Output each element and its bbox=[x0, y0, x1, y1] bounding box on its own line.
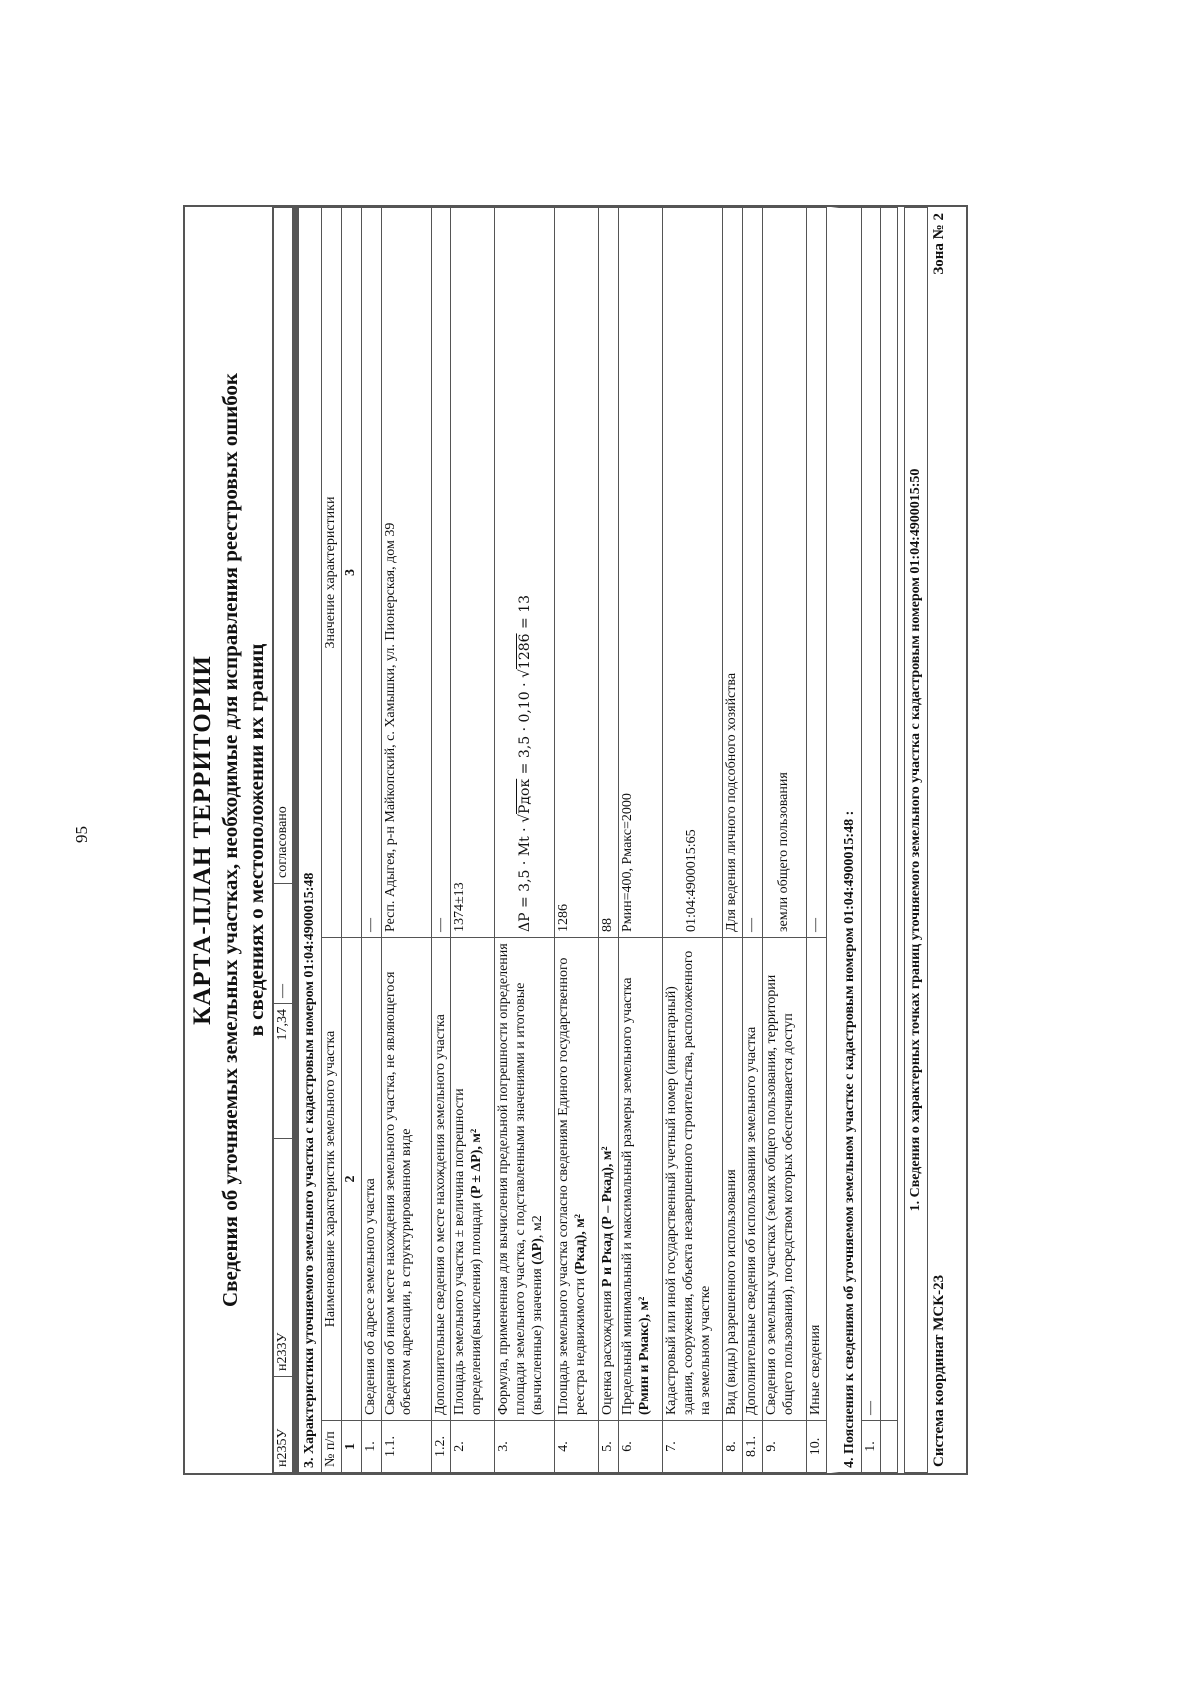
row-num: 1. bbox=[361, 1421, 381, 1473]
row-name-bold: (Рмин и Рмакс), м² bbox=[637, 1296, 653, 1415]
row-value: — bbox=[361, 208, 381, 938]
row-name-bold: Р и Ркад (Р – Ркад), м² bbox=[600, 1146, 616, 1288]
row-name-text: Площадь земельного участка ± величина погрешности определения(вычисления) площади bbox=[452, 1088, 485, 1415]
row-value: — bbox=[806, 208, 826, 938]
row-num: 9. bbox=[762, 1421, 806, 1473]
col-num: 1 bbox=[342, 1421, 362, 1473]
table-row bbox=[451, 208, 495, 1473]
table-row bbox=[361, 208, 381, 1473]
header-name: Наименование характеристик земельного участка bbox=[322, 938, 342, 1421]
row-name: Сведения об ином месте нахождения земельного участка, не являющегося объектом адресации, в структурированном виде bbox=[381, 938, 431, 1421]
row-num: 7. bbox=[663, 1421, 723, 1473]
table-row bbox=[806, 208, 826, 1473]
row-name bbox=[619, 938, 663, 1421]
header-num: № п/п bbox=[322, 1421, 342, 1473]
row-num: 4. bbox=[555, 1421, 599, 1473]
formula-part: = 3,5 · 0,10 · √ bbox=[516, 669, 533, 779]
table-row bbox=[619, 208, 663, 1473]
section1-title: 1. Сведения о характерных точках границ уточняемого земельного участка с кадастровым номером 01:04:4900015:50 bbox=[904, 207, 927, 1473]
row-name: Дополнительные сведения о месте нахождения земельного участка bbox=[431, 938, 451, 1421]
document-title: КАРТА-ПЛАН ТЕРРИТОРИИ bbox=[189, 655, 216, 1025]
row-name-bold: (Ркад), м² bbox=[573, 1214, 589, 1275]
row-num: 6. bbox=[619, 1421, 663, 1473]
row-name: Сведения о земельных участках (землях общего пользования, территории общего пользования), посредством которых обеспечивается доступ bbox=[762, 938, 806, 1421]
row-name: Иные сведения bbox=[806, 938, 826, 1421]
row-name-text: Предельный минимальный и максимальный размеры земельного участка bbox=[620, 977, 636, 1415]
row-value: Рмин=400, Рмакс=2000 bbox=[619, 208, 663, 938]
ref-cell: н233У bbox=[273, 1139, 293, 1377]
row-value: 1286 bbox=[555, 208, 599, 938]
subtitle-line2: в сведениях о местоположении их границ bbox=[244, 643, 269, 1037]
row-num: 8. bbox=[723, 1421, 743, 1473]
formula-cell bbox=[495, 208, 555, 938]
row-num: 5. bbox=[599, 1421, 619, 1473]
zone-label: Зона № 2 bbox=[931, 213, 948, 275]
row-name-text: Формула, примененная для вычисления предельной погрешности определения площади земельного участка, с подставленными значениями и итоговые (вычисленные) значения bbox=[496, 943, 546, 1415]
row-name: Сведения об адресе земельного участка bbox=[361, 938, 381, 1421]
page-number: 95 bbox=[72, 826, 91, 843]
table-row bbox=[861, 208, 881, 1473]
row-value: 1374±13 bbox=[451, 208, 495, 938]
row-name bbox=[555, 938, 599, 1421]
table-row bbox=[663, 208, 723, 1473]
row-name-text: , м2 bbox=[530, 1215, 546, 1239]
subtitle-line1: Сведения об уточняемых земельных участках, необходимые для исправления реестровых ошибок bbox=[218, 372, 242, 1308]
row-name-bold: (P ± ΔP), м² bbox=[469, 1128, 485, 1199]
formula-radicand: Pдок bbox=[516, 778, 533, 814]
section3-title: 3. Характеристики уточняемого земельного участка с кадастровым номером 01:04:4900015:48 bbox=[293, 207, 321, 1473]
row-num: 8.1. bbox=[743, 1421, 763, 1473]
coord-system: Система координат МСК-23 bbox=[931, 1274, 948, 1467]
row-value: 88 bbox=[599, 208, 619, 938]
row-value: — bbox=[861, 208, 881, 1421]
table-row bbox=[762, 208, 806, 1473]
cadastral-sheet bbox=[183, 205, 968, 1475]
col-num: 2 bbox=[342, 938, 362, 1421]
row-value: — bbox=[431, 208, 451, 938]
row-name: Дополнительные сведения об использовании земельного участка bbox=[743, 938, 763, 1421]
table-row bbox=[743, 208, 763, 1473]
row-value: Респ. Адыгея, р-н Майкопский, с. Хамышки, ул. Пионерская, дом 39 bbox=[381, 208, 431, 938]
row-name-bold: (ΔP) bbox=[530, 1238, 546, 1265]
table-row bbox=[555, 208, 599, 1473]
ref-cell: 17,34 bbox=[273, 1004, 293, 1139]
explanations-table bbox=[861, 207, 899, 1473]
row-num: 10. bbox=[806, 1421, 826, 1473]
ref-cell: согласовано bbox=[273, 208, 293, 884]
coordinate-row bbox=[927, 207, 951, 1473]
empty-cell bbox=[881, 1421, 898, 1473]
row-name: Вид (виды) разрешенного использования bbox=[723, 938, 743, 1421]
ref-cell: — bbox=[273, 884, 293, 1004]
formula-radicand: 1286 bbox=[516, 633, 533, 670]
ref-cell: н235У bbox=[273, 1377, 293, 1473]
characteristics-table bbox=[321, 207, 826, 1473]
title-block bbox=[185, 207, 273, 1473]
row-name: Кадастровый или иной государственный учетный номер (инвентарный) здания, сооружения, объекта незавершенного строительства, расположенного на земельном участке bbox=[663, 938, 723, 1421]
row-value: земли общего пользования bbox=[762, 208, 806, 938]
row-value: 01:04:4900015:65 bbox=[663, 208, 723, 938]
row-name-text: Оценка расхождения bbox=[600, 1287, 616, 1415]
empty-cell bbox=[881, 208, 898, 1421]
row-num: 1. bbox=[861, 1421, 881, 1473]
col-num: 3 bbox=[342, 208, 362, 938]
header-value: Значение характеристики bbox=[322, 208, 342, 938]
formula-part: = 13 bbox=[516, 594, 533, 634]
row-num: 1.2. bbox=[431, 1421, 451, 1473]
table-row bbox=[723, 208, 743, 1473]
reference-row bbox=[273, 207, 294, 1473]
table-row bbox=[381, 208, 431, 1473]
row-num: 1.1. bbox=[381, 1421, 431, 1473]
table-row bbox=[495, 208, 555, 1473]
row-name-text: Площадь земельного участка согласно сведениям Единого государственного реестра недвижимости bbox=[556, 957, 589, 1415]
row-value: Для ведения личного подсобного хозяйства bbox=[723, 208, 743, 938]
table-row bbox=[881, 208, 898, 1473]
row-num: 3. bbox=[495, 1421, 555, 1473]
row-value: — bbox=[743, 208, 763, 938]
table-row bbox=[431, 208, 451, 1473]
row-name bbox=[451, 938, 495, 1421]
row-name bbox=[495, 938, 555, 1421]
section4-title: 4. Пояснения к сведениям об уточняемом земельном участке с кадастровым номером 01:04:4900015:48 : bbox=[831, 207, 861, 1473]
row-num: 2. bbox=[451, 1421, 495, 1473]
formula-part: ΔP = 3,5 · Mt · √ bbox=[516, 813, 533, 932]
row-name bbox=[599, 938, 619, 1421]
table-row bbox=[599, 208, 619, 1473]
